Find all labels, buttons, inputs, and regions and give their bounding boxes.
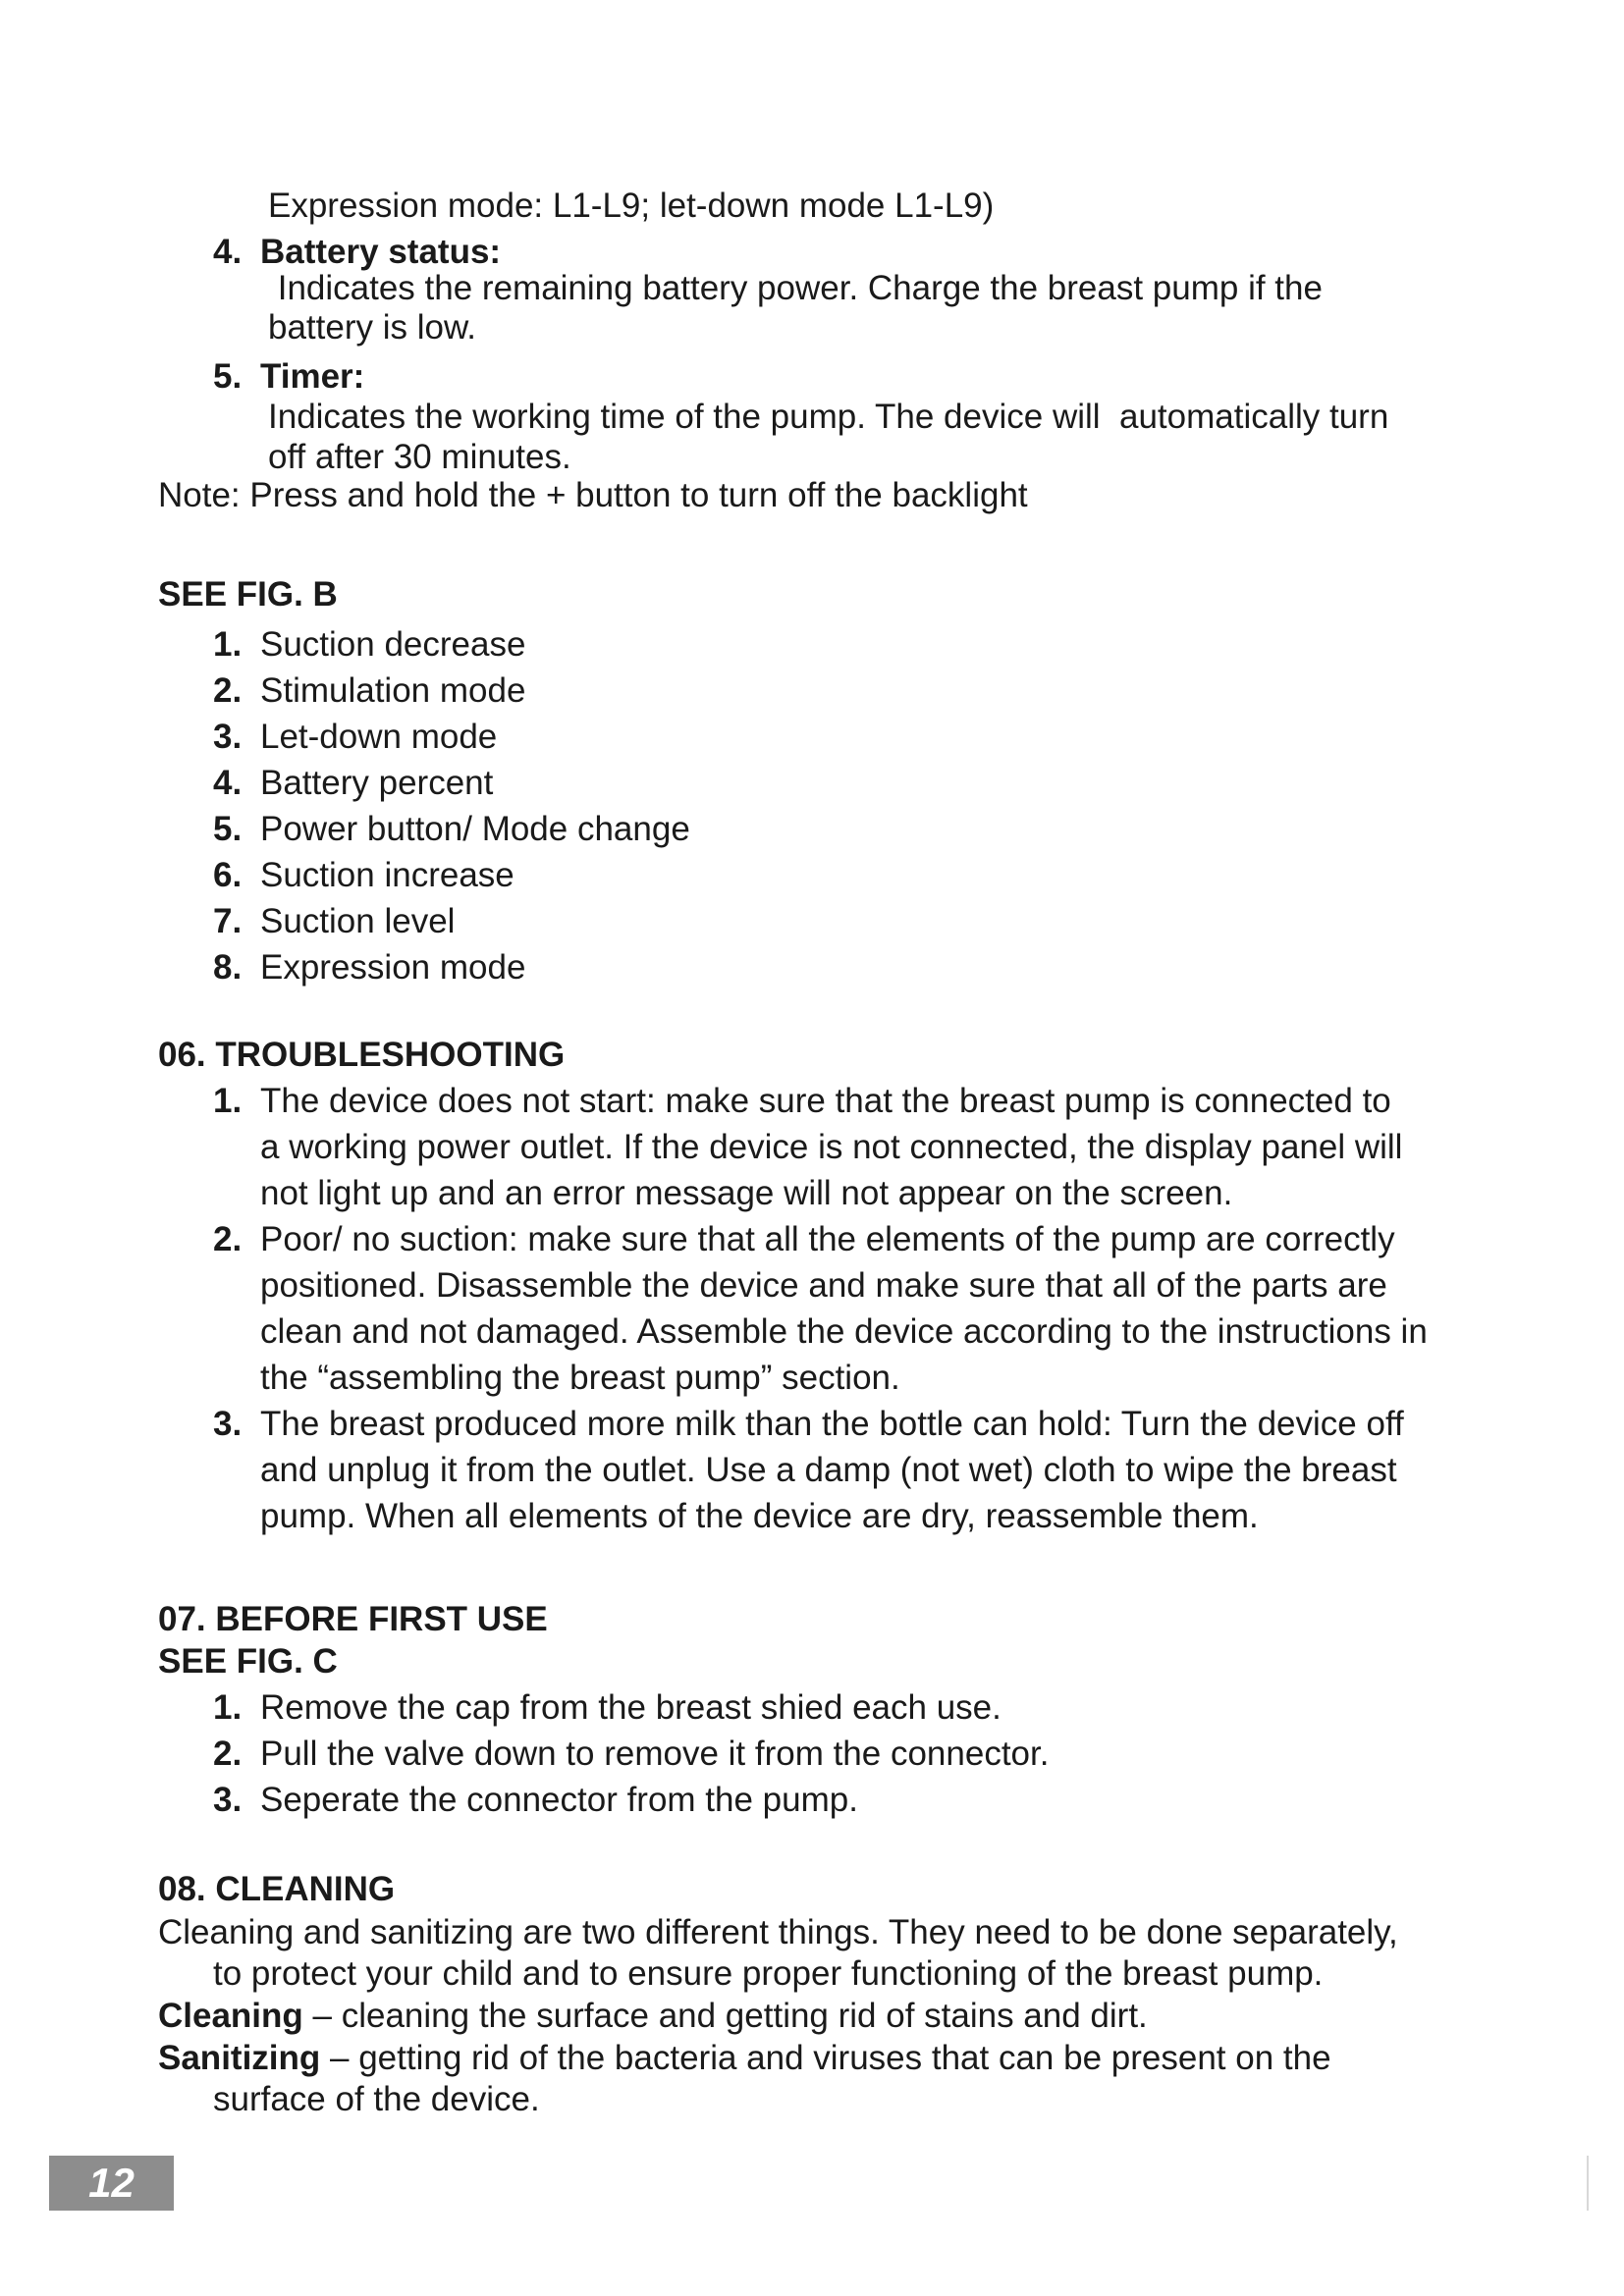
item-text-line: a working power outlet. If the device is not connected, the display panel will (260, 1128, 1403, 1166)
item-text-line: positioned. Disassemble the device and make sure that all of the parts are (260, 1266, 1387, 1305)
list-item (158, 1401, 1493, 1539)
item-text: Suction level (260, 902, 456, 940)
item-number: 1. (213, 625, 243, 664)
item-number: 7. (213, 902, 243, 940)
edge-rule (1587, 2156, 1589, 2211)
timer-description (158, 394, 1493, 480)
item-text: Let-down mode (260, 718, 498, 756)
item-text: Stimulation mode (260, 671, 526, 710)
list-item (158, 1777, 1493, 1823)
item-text-line: not light up and an error message will not appear on the screen. (260, 1174, 1233, 1212)
troubleshooting-heading: 06. TROUBLESHOOTING (158, 1036, 566, 1074)
item-number: 5. (213, 357, 243, 396)
item-text (260, 1078, 1493, 1216)
item-number: 2. (213, 1735, 243, 1773)
item-number: 3. (213, 718, 243, 756)
manual-page (158, 177, 1493, 2120)
item-text: Remove the cap from the breast shied each use. (260, 1688, 1001, 1727)
item-text: Seperate the connector from the pump. (260, 1781, 858, 1819)
item-text-line: The breast produced more milk than the bottle can hold: Turn the device off (260, 1405, 1404, 1443)
fig-b-list (158, 621, 1493, 990)
cleaning-intro (158, 1912, 1493, 1995)
definition-term: Cleaning (158, 1997, 303, 2035)
description-line: battery is low. (268, 308, 477, 347)
item-text: Pull the valve down to remove it from the connector. (260, 1735, 1050, 1773)
item-number: 4. (213, 233, 243, 271)
definition-line: surface of the device. (213, 2080, 540, 2118)
battery-status-item (158, 229, 1493, 275)
before-first-use-heading: 07. BEFORE FIRST USE (158, 1600, 548, 1638)
item-number: 1. (213, 1688, 243, 1727)
troubleshooting-list (158, 1078, 1493, 1539)
list-item (158, 667, 1493, 714)
item-text (260, 1216, 1493, 1401)
item-text-line: and unplug it from the outlet. Use a damp (not wet) cloth to wipe the breast (260, 1451, 1397, 1489)
description-line: off after 30 minutes. (268, 438, 571, 476)
list-item (158, 1216, 1493, 1401)
item-number: 1. (213, 1082, 243, 1120)
item-text-line: pump. When all elements of the device are dry, reassemble them. (260, 1497, 1259, 1535)
item-text: Suction decrease (260, 625, 526, 664)
item-text: Power button/ Mode change (260, 810, 690, 848)
item-text-line: The device does not start: make sure that the breast pump is connected to (260, 1082, 1391, 1120)
page-number-badge: 12 (49, 2156, 174, 2211)
fig-c-heading: SEE FIG. C (158, 1642, 338, 1681)
timer-item (158, 353, 1493, 400)
item-text-line: the “assembling the breast pump” section. (260, 1359, 900, 1397)
cleaning-heading: 08. CLEANING (158, 1870, 396, 1908)
list-item (158, 944, 1493, 990)
cleaning-intro-line: to protect your child and to ensure proper functioning of the breast pump. (213, 1954, 1324, 1993)
definition-line (158, 1995, 1493, 2038)
item-title: Battery status: (260, 233, 502, 271)
expression-mode-line: Expression mode: L1-L9; let-down mode L1-L9) (268, 187, 995, 225)
description-line: Indicates the remaining battery power. Charge the breast pump if the (268, 269, 1323, 307)
list-item (158, 898, 1493, 944)
definition-line (158, 2038, 1493, 2079)
item-text: Expression mode (260, 948, 526, 987)
list-item (158, 852, 1493, 898)
list-item (158, 806, 1493, 852)
list-item (158, 1684, 1493, 1731)
before-first-use-list (158, 1684, 1493, 1823)
battery-status-description (158, 269, 1493, 347)
definition-text: – cleaning the surface and getting rid of stains and dirt. (302, 1997, 1148, 2035)
item-text: Battery percent (260, 764, 494, 802)
item-text-line: Poor/ no suction: make sure that all the elements of the pump are correctly (260, 1220, 1395, 1258)
item-number: 2. (213, 1220, 243, 1258)
note-line: Note: Press and hold the + button to turn off the backlight (158, 476, 1028, 514)
item-number: 3. (213, 1781, 243, 1819)
list-item (158, 714, 1493, 760)
item-number: 8. (213, 948, 243, 987)
list-item (158, 621, 1493, 667)
fig-b-heading: SEE FIG. B (158, 575, 338, 614)
item-number: 5. (213, 810, 243, 848)
description-line: Indicates the working time of the pump. The device will automatically turn (268, 398, 1389, 436)
item-text-line: clean and not damaged. Assemble the device according to the instructions in (260, 1312, 1428, 1351)
definition-text: – getting rid of the bacteria and viruses that can be present on the (320, 2039, 1331, 2077)
item-number: 2. (213, 671, 243, 710)
item-number: 3. (213, 1405, 243, 1443)
item-title: Timer: (260, 357, 365, 396)
list-item (158, 1078, 1493, 1216)
definition-term: Sanitizing (158, 2039, 321, 2077)
list-item (158, 1731, 1493, 1777)
sanitizing-definition (158, 2038, 1493, 2120)
item-text (260, 1401, 1493, 1539)
item-number: 6. (213, 856, 243, 894)
item-number: 4. (213, 764, 243, 802)
cleaning-definition (158, 1995, 1493, 2038)
cleaning-intro-line: Cleaning and sanitizing are two different things. They need to be done separately, (158, 1913, 1398, 1951)
list-item (158, 760, 1493, 806)
item-text: Suction increase (260, 856, 514, 894)
